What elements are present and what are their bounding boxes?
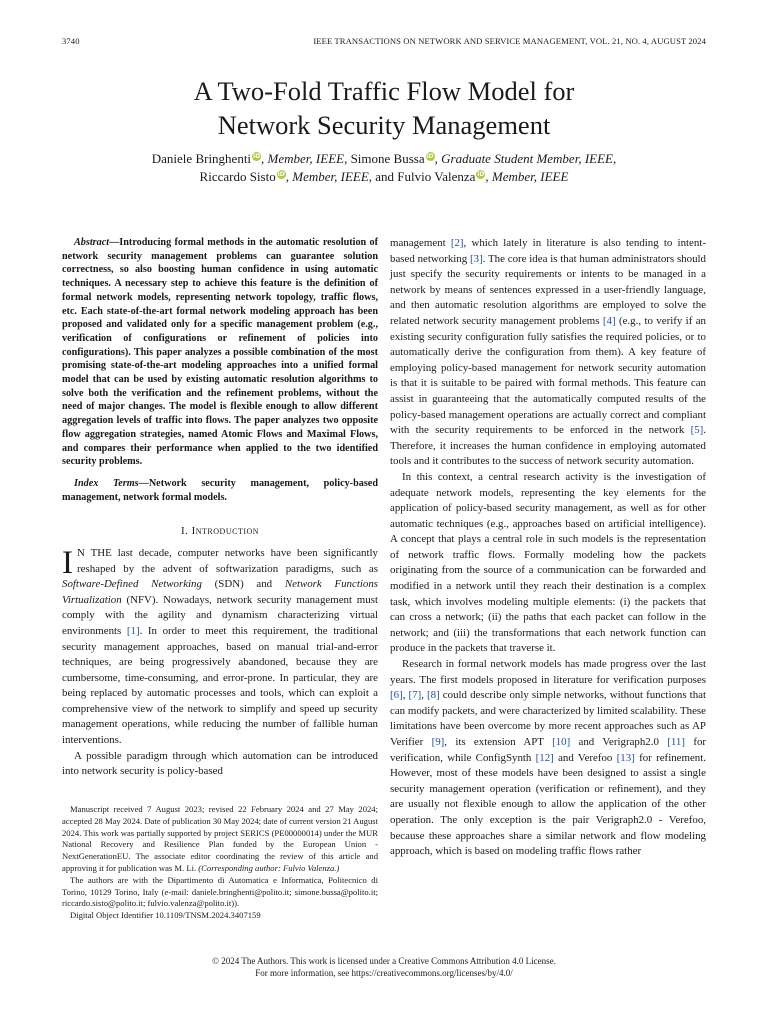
citation-link[interactable]: [6] — [390, 689, 403, 702]
corresponding-author: (Corresponding author: Fulvio Valenza.) — [198, 862, 340, 873]
text-run: for verification, while ConfigSynth — [390, 736, 707, 764]
citation-link[interactable]: [9] — [431, 736, 445, 748]
body-paragraph: In this context, a central research activity is the investigation of adequate network models, representing the key elements for the application of policy-based security management, as well as for other automatic techniques (e.g., approaches based on artificial intelligence). A concept that plays a central role in such models is the representation of network traffic flows. Formally modeling how the packets originating from the source of a communication can be forwarded and modified in a network until they reach their destination is a complex task, which involves modeling multiple elements: (i) the packets that can cross a network; (ii) the paths that each packet can follow in the network; and (iii) the transformations that each network function can produce in the packets that traverse it. — [390, 470, 706, 655]
footnotes — [62, 804, 378, 922]
body-paragraph — [390, 657, 706, 860]
citation-link[interactable]: [3] — [470, 252, 483, 265]
license-line-2: For more information, see https://creativecommons.org/licenses/by/4.0/ — [255, 968, 513, 978]
text-run: (SDN) and — [201, 578, 285, 591]
author-role: Graduate Student Member, IEEE — [441, 151, 613, 166]
index-terms-text: —Network security management, policy-based management, network formal models. — [62, 477, 378, 503]
text-run: could describe only simple networks, without functions that can modify packets, and were characterized by limited scalability. These limitations have been overcome by more recent approaches such as AP Verifier — [390, 689, 707, 748]
orcid-icon[interactable]: iD — [426, 152, 434, 160]
orcid-icon[interactable]: iD — [253, 152, 261, 160]
index-terms-lead: Index Terms — [74, 477, 139, 489]
text-run: (NFV). Nowadays, network security management must comply with the agility and dynamism characterizing virtual environments — [62, 593, 378, 637]
body-paragraph — [390, 236, 706, 470]
paper-title-line-1: A Two-Fold Traffic Flow Model for — [193, 76, 575, 106]
text-run: , which lately in literature is also tending to intent-based networking — [390, 237, 706, 265]
conjunction: and — [375, 169, 395, 184]
text-run: for refinement. However, most of these models have been designed to assist a single security management operation (verification or refinement), and they are usually not flexible enough to allow the application of the other operation. The only exception is the pair Verigraph2.0 - Verefoo, because these approaches share a similar network and flow modeling approach, which is based on modeling traffic flows rather — [390, 751, 706, 858]
text-run: . In order to meet this requirement, the traditional security management approaches, based on manual trial-and-error techniques, are being progressively abandoned, because they are cumbersome, time-consuming, and error-prone. In particular, they are being replaced by automatic processes and tools, which can exploit a comprehensive view of the network to simplify and speed up security management operations, while reducing the number of fallible human interventions. — [62, 624, 378, 747]
text-run: . The core idea is that human administrators should just specify the security requirements or intents to be managed in a network by means of sentences expressed in a user-friendly language, and then automatic resolution algorithms are employed to solve the related network security management problems — [390, 252, 706, 327]
citation-link[interactable]: [5] — [690, 424, 704, 437]
author-name: Riccardo Sisto — [199, 169, 276, 184]
author-list — [62, 150, 706, 186]
orcid-icon[interactable]: iD — [277, 170, 285, 178]
text-run: N THE last decade, computer networks have been significantly reshaped by the advent of softwarization paradigms, such as — [77, 546, 378, 575]
citation-link[interactable]: [7] — [408, 689, 422, 702]
citation-link[interactable]: [2] — [450, 237, 464, 249]
text-run: management — [390, 237, 451, 249]
intro-paragraph-2: A possible paradigm through which automation can be introduced into network security is policy-based — [62, 749, 378, 778]
author-name: Simone Bussa — [350, 151, 425, 166]
text-run: Manuscript received 7 August 2023; revised 22 February 2024 and 27 May 2024; accepted 28 May 2024. Date of publication 30 May 2024; date of current version 21 August 2024. This work was partially supported by project SERICS (PE00000014) under the MUR National Recovery and Resilience Plan funded by the European Union - NextGenerationEU. The associate editor coordinating the review of this article and approving it for publication was M. Li. — [62, 804, 378, 873]
intro-paragraph-1 — [62, 546, 378, 749]
text-run: (e.g., to verify if an existing security configuration fully satisfies the required policies, or to automatically derive the configuration from them). A key feature of employing policy-based management for network security automation is that it is suitable to be paired with formal methods. This feature can assist in guaranteeing that the automatically computed results of the policy-based management operations are actually correct and compliant with the security requirements to be enforced in the network — [390, 314, 706, 437]
author-role: Member, IEEE — [292, 169, 369, 184]
citation-link[interactable]: [4] — [602, 314, 616, 327]
section-heading — [62, 524, 378, 540]
citation-link[interactable]: [11] — [667, 736, 685, 748]
citation-link[interactable]: [10] — [552, 736, 571, 748]
left-column — [62, 236, 378, 780]
license-notice — [62, 955, 706, 979]
running-header — [62, 36, 706, 50]
citation-link[interactable]: [1] — [126, 624, 140, 637]
right-column — [390, 236, 706, 860]
text-run: Research in formal network models has made progress over the last years. The first models proposed in literature for verification purposes — [390, 658, 706, 686]
author-line-1: Daniele Bringhenti iD, Member, IEEE, Simone Bussa iD, Graduate Student Member, IEEE, — [151, 151, 617, 166]
footnote-manuscript — [62, 804, 378, 875]
footnote-doi: Digital Object Identifier 10.1109/TNSM.2024.3407159 — [70, 910, 261, 921]
text-run: , its extension APT — [444, 736, 553, 748]
text-run: . Therefore, it increases the human confidence in employing automated tools and it contributes to the success of network security automation. — [390, 424, 706, 468]
paper-title — [62, 74, 706, 142]
text-run: and Verigraph2.0 — [570, 736, 668, 748]
author-role: Member, IEEE — [267, 151, 345, 166]
author-role: Member, IEEE — [491, 169, 569, 184]
term-nfv: Network Functions Virtualization — [62, 578, 379, 606]
section-title: Introduction — [191, 525, 260, 538]
citation-link[interactable]: [13] — [616, 751, 635, 764]
abstract — [62, 236, 378, 469]
abstract-text: —Introducing formal methods in the automatic resolution of network security management problems can guarantee solution correctness, so also boosting human confidence in using automatic techniques. A necessary step to achieve this feature is the definition of formal network models, representing network topology, traffic flows, etc. Each state-of-the-art formal network modeling approach has been proposed and validated only for a specific management problem (e.g., verification of configurations or refinement of policies into configurations). This paper analyzes a possible combination of the most promising state-of-the-art modeling approaches into a unified formal model that can be used by existing automatic resolution algorithms to solve both the verification and the refinement problems, without the need of major changes. The model is flexible enough to allow different aggregation levels of traffic into flows. The paper analyzes two opposite flow aggregation strategies, named Atomic Flows and Maximal Flows, and compares their performance when applied to the two identified security problems. — [62, 237, 378, 468]
author-line-2: Riccardo Sisto iD, Member, IEEE, and Fulvio Valenza iD, Member, IEEE — [199, 169, 569, 184]
license-line-1: © 2024 The Authors. This work is licensed under a Creative Commons Attribution 4.0 License. — [212, 956, 556, 966]
author-name: Fulvio Valenza — [397, 169, 476, 184]
citation-link[interactable]: [12] — [535, 751, 554, 764]
footnote-affiliation: The authors are with the Dipartimento di Automatica e Informatica, Politecnico di Torino, 10129 Torino, Italy (e-mail: daniele.bringhenti@polito.it; simone.bussa@polito.it; riccardo.sisto@polito.it; fulvio.valenza@polito.it)). — [62, 874, 378, 909]
page-number: 3740 — [62, 36, 80, 46]
journal-name: IEEE TRANSACTIONS ON NETWORK AND SERVICE MANAGEMENT, VOL. 21, NO. 4, AUGUST 2024 — [313, 36, 706, 46]
paper-title-line-2: Network Security Management — [217, 110, 551, 140]
term-sdn: Software-Defined Networking — [62, 578, 202, 591]
text-run: , — [421, 689, 428, 702]
drop-cap: I — [62, 544, 73, 581]
abstract-lead: Abstract — [74, 237, 110, 248]
index-terms — [62, 477, 378, 504]
citation-link[interactable]: [8] — [427, 689, 440, 702]
text-run: and Verefoo — [553, 751, 617, 764]
text-run: , — [402, 689, 409, 702]
orcid-icon[interactable]: iD — [477, 170, 485, 178]
author-name: Daniele Bringhenti — [151, 151, 252, 166]
section-numeral: I. — [180, 525, 189, 538]
